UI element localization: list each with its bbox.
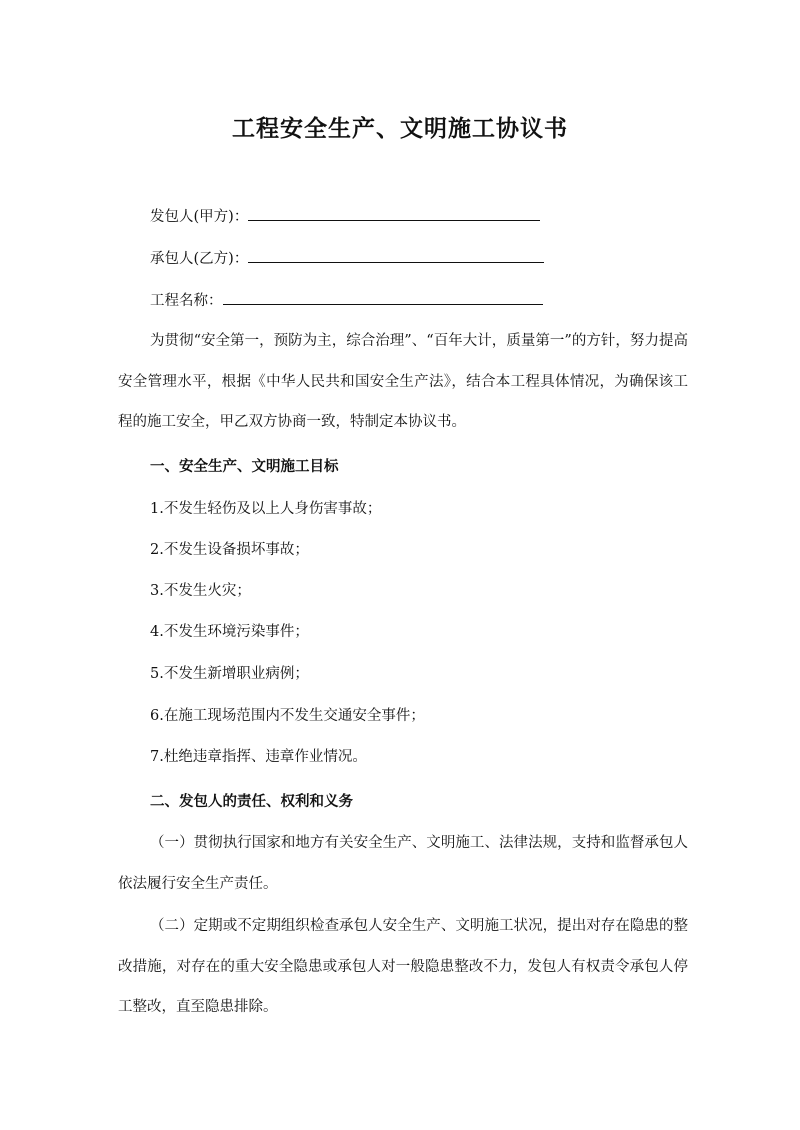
goal-item: 6.在施工现场范围内不发生交通安全事件； [150, 708, 425, 724]
project-label: 工程名称： [150, 293, 223, 309]
section1-heading: 一、安全生产、文明施工目标 [150, 459, 339, 475]
goal-item: 5.不发生新增职业病例； [150, 666, 309, 682]
goal-item: 4.不发生环境污染事件； [150, 624, 309, 640]
intro-paragraph: 为贯彻“安全第一，预防为主，综合治理”、“百年大计，质量第一”的方针，努力提高安全管理水平，根据《中华人民共和国安全生产法》，结合本工程具体情况，为确保该工程的施工安全，甲乙双方协商一致，特制定本协议书。 [118, 333, 688, 430]
goal-item: 7.杜绝违章指挥、违章作业情况。 [150, 749, 367, 765]
goal-item: 1.不发生轻伤及以上人身伤害事故； [150, 501, 382, 517]
employer-blank[interactable] [248, 204, 540, 221]
contractor-blank[interactable] [248, 246, 544, 263]
section2-heading: 二、发包人的责任、权利和义务 [150, 794, 353, 810]
project-line [150, 288, 543, 311]
contractor-label: 承包人(乙方)： [150, 251, 249, 267]
goal-item: 3.不发生火灾； [150, 583, 251, 599]
employer-label: 发包人(甲方)： [150, 209, 249, 225]
page-title: 工程安全生产、文明施工协议书 [232, 116, 568, 142]
clause-paragraph: （二）定期或不定期组织检查承包人安全生产、文明施工状况，提出对存在隐患的整改措施，对存在的重大安全隐患或承包人对一般隐患整改不力，发包人有权责令承包人停工整改，直至隐患排除。 [118, 918, 688, 1015]
project-blank[interactable] [223, 288, 543, 305]
contractor-line [150, 246, 544, 269]
goal-item: 2.不发生设备损坏事故； [150, 542, 309, 558]
employer-line [150, 204, 540, 227]
clause-paragraph: （一）贯彻执行国家和地方有关安全生产、文明施工、法律法规，支持和监督承包人依法履行安全生产责任。 [118, 835, 688, 892]
